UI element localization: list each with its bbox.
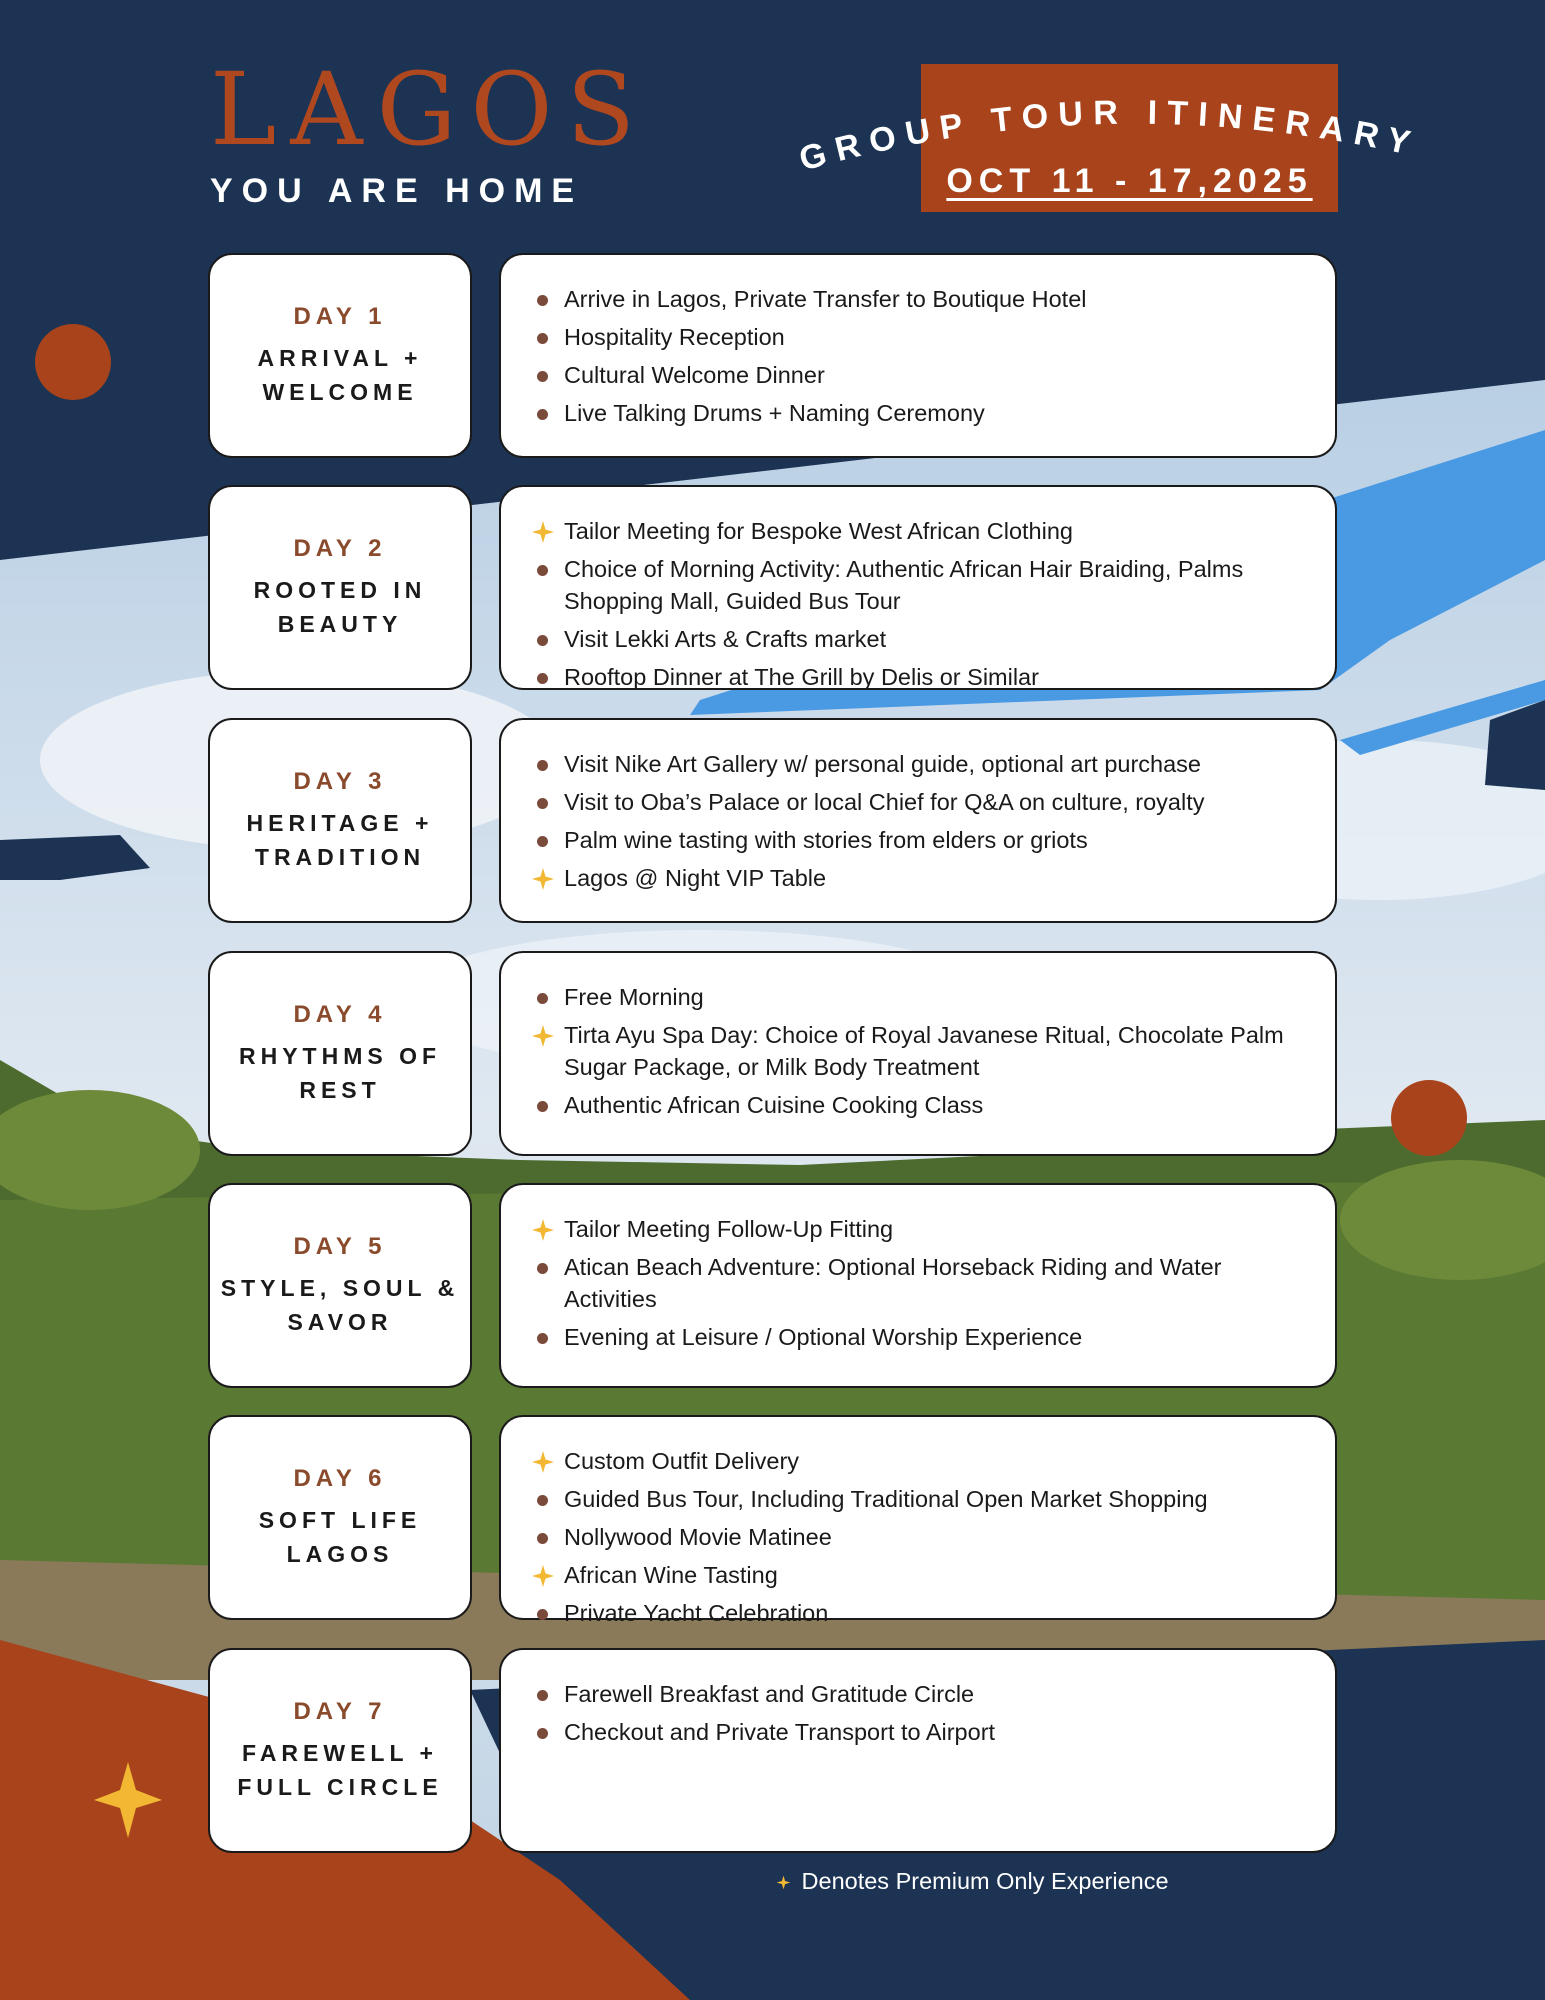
dot-bullet-icon [537,409,548,420]
activity-text: Custom Outfit Delivery [564,1448,800,1474]
activities-card-4 [499,951,1337,1156]
four-point-star-icon [531,1450,555,1474]
activity-item [533,862,1305,894]
activities-card-3 [499,718,1337,923]
activities-card-6 [499,1415,1337,1626]
activity-list [533,1445,1305,1629]
activity-text: Palm wine tasting with stories from elders or griots [564,827,1088,853]
day-label: DAY 2 [293,534,387,562]
activity-list [533,1213,1305,1353]
activity-item [533,359,1305,391]
tour-dates: OCT 11 - 17,2025 [946,162,1313,200]
dot-bullet-icon [537,760,548,771]
activity-text: Visit Nike Art Gallery w/ personal guide, optional art purchase [564,751,1202,777]
activity-text: Cultural Welcome Dinner [564,362,825,388]
dot-bullet-icon [537,993,548,1004]
dot-bullet-icon [537,673,548,684]
day-card-3 [208,718,472,923]
activity-item [533,1321,1305,1353]
day-card-6 [208,1415,472,1620]
day-theme: RHYTHMS OF REST [238,1042,442,1103]
activity-text: Authentic African Cuisine Cooking Class [564,1092,984,1118]
activity-text: Lagos @ Night VIP Table [564,865,827,891]
activity-item [533,748,1305,780]
activity-list [533,748,1305,894]
activity-item [533,1521,1305,1553]
activities-card-1 [499,253,1337,458]
four-point-star-icon [531,867,555,891]
brand-block [210,51,649,211]
activity-text: Tailor Meeting for Bespoke West African Clothing [564,518,1073,544]
four-point-star-icon [776,1875,791,1890]
premium-note [776,1868,1169,1895]
four-point-star-icon [531,1218,555,1242]
activity-item [533,1213,1305,1245]
activity-text: Hospitality Reception [564,324,785,350]
dot-bullet-icon [537,1609,548,1620]
activity-item [533,1678,1305,1710]
activity-text: Atican Beach Adventure: Optional Horseback Riding and Water Activities [564,1254,1222,1312]
day-theme: ROOTED IN BEAUTY [253,576,427,637]
activity-text: Rooftop Dinner at The Grill by Delis or Similar [564,664,1039,690]
activity-text: Private Yacht Celebration [564,1600,829,1626]
activity-item [533,1559,1305,1591]
activity-text: Guided Bus Tour, Including Traditional Open Market Shopping [564,1486,1208,1512]
dot-bullet-icon [537,1533,548,1544]
brand-title: LAGOS [210,51,649,168]
activity-text: Live Talking Drums + Naming Ceremony [564,400,985,426]
day-label: DAY 7 [293,1697,387,1725]
activity-item [533,1716,1305,1748]
activity-item [533,397,1305,429]
day-card-5 [208,1183,472,1388]
dot-bullet-icon [537,565,548,576]
activity-text: Tailor Meeting Follow-Up Fitting [564,1216,894,1242]
brand-subtitle: YOU ARE HOME [210,172,584,210]
day-label: DAY 6 [293,1464,387,1492]
activity-item [533,1445,1305,1477]
dot-bullet-icon [537,1101,548,1112]
activity-text: Visit to Oba’s Palace or local Chief for Q&A on culture, royalty [564,789,1205,815]
dot-bullet-icon [537,1495,548,1506]
activity-item [533,321,1305,353]
dot-bullet-icon [537,295,548,306]
activity-item [533,515,1305,547]
four-point-star-icon [531,1024,555,1048]
day-theme: FAREWELL + FULL CIRCLE [237,1739,443,1800]
day-card-4 [208,951,472,1156]
activity-text: Evening at Leisure / Optional Worship Experience [564,1324,1083,1350]
dot-bullet-icon [537,1263,548,1274]
dot-bullet-icon [537,371,548,382]
activity-item [533,1089,1305,1121]
dot-bullet-icon [537,1728,548,1739]
activity-item [533,553,1305,617]
day-card-2 [208,485,472,690]
day-card-1 [208,253,472,458]
dot-bullet-icon [537,1333,548,1344]
day-label: DAY 5 [293,1232,387,1260]
day-theme: HERITAGE + TRADITION [246,809,434,870]
activity-list [533,283,1305,429]
day-card-7 [208,1648,472,1853]
activity-text: Choice of Morning Activity: Authentic African Hair Braiding, Palms Shopping Mall, Guided Bus Tour [564,556,1244,614]
activities-card-5 [499,1183,1337,1388]
day-theme: STYLE, SOUL & SAVOR [220,1274,460,1335]
activity-list [533,515,1305,693]
dot-bullet-icon [537,333,548,344]
day-label: DAY 3 [293,767,387,795]
day-label: DAY 1 [293,302,387,330]
activity-item [533,1483,1305,1515]
activity-text: Free Morning [564,984,704,1010]
dot-bullet-icon [537,1690,548,1701]
four-point-star-icon [531,520,555,544]
activity-text: Checkout and Private Transport to Airport [564,1719,996,1745]
activity-item [533,786,1305,818]
dot-bullet-icon [537,836,548,847]
activity-item [533,1019,1305,1083]
day-label: DAY 4 [293,1000,387,1028]
activity-item [533,981,1305,1013]
activity-item [533,1597,1305,1629]
dot-bullet-icon [537,635,548,646]
activity-text: Nollywood Movie Matinee [564,1524,832,1550]
four-point-star-icon [531,1564,555,1588]
activity-text: Farewell Breakfast and Gratitude Circle [564,1681,975,1707]
itinerary-heading-text: GROUP TOUR ITINERARY [795,93,1424,179]
activity-text: Arrive in Lagos, Private Transfer to Boutique Hotel [564,286,1087,312]
activity-text: Tirta Ayu Spa Day: Choice of Royal Javanese Ritual, Chocolate Palm Sugar Package, or Milk Body Treatment [564,1022,1284,1080]
activities-card-7 [499,1648,1337,1853]
activity-item [533,824,1305,856]
dot-bullet-icon [537,798,548,809]
activity-item [533,623,1305,655]
premium-note-text: Denotes Premium Only Experience [801,1868,1169,1894]
activity-text: African Wine Tasting [564,1562,778,1588]
day-theme: SOFT LIFE LAGOS [258,1506,422,1567]
activity-item [533,661,1305,693]
activity-item [533,1251,1305,1315]
day-theme: ARRIVAL + WELCOME [257,344,423,405]
activity-list [533,981,1305,1121]
activity-list [533,1678,1305,1748]
activity-text: Visit Lekki Arts & Crafts market [564,626,887,652]
activity-item [533,283,1305,315]
activities-card-2 [499,485,1337,690]
